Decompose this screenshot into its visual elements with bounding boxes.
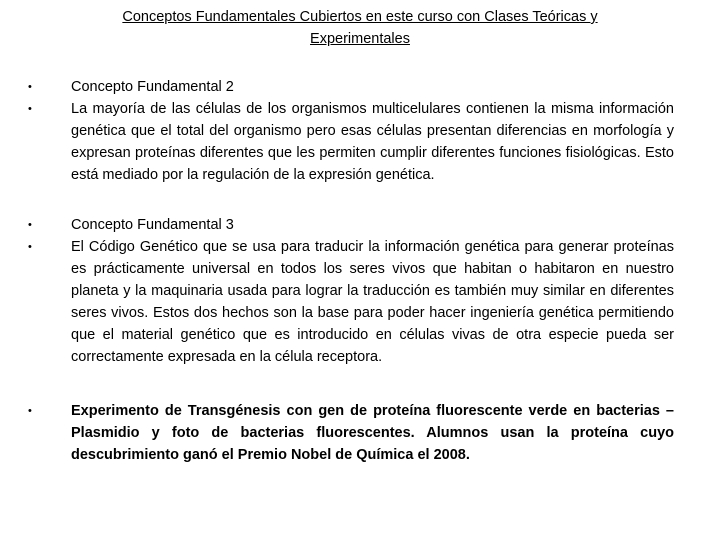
list-item	[28, 400, 674, 466]
bullet-icon: •	[28, 219, 32, 231]
concept-description: La mayoría de las células de los organismos multicelulares contienen la misma información genética que el total del organismo pero esas células presentan diferencias en morfología y expresan proteínas diferentes que les permiten cumplir diferentes funciones fisiológicas. Esto está mediado por la regulación de la expresión genética.	[71, 101, 674, 183]
bullet-icon: •	[28, 405, 32, 417]
bullet-icon: •	[28, 103, 32, 115]
spacer	[28, 368, 674, 400]
list-item	[28, 214, 674, 236]
list-item	[28, 98, 674, 186]
experiment-description: Experimento de Transgénesis con gen de proteína fluorescente verde en bacterias – Plasmidio y foto de bacterias fluorescentes. Alumnos usan la proteína cuyo descubrimiento ganó el Premio Nobel de Química el 2008.	[71, 403, 674, 463]
list-item	[28, 76, 674, 98]
slide-title: Conceptos Fundamentales Cubiertos en este curso con Clases Teóricas y Experimentales	[122, 9, 598, 47]
bullet-icon: •	[28, 81, 32, 93]
bullet-icon: •	[28, 241, 32, 253]
concept-description: El Código Genético que se usa para traducir la información genética para generar proteínas es prácticamente universal en todos los seres vivos que habitan o habitaron en nuestro planeta y la maquinaria usada para lograr la traducción es también muy similar en diferentes seres vivos. Estos dos hechos son la base para poder hacer ingeniería genética permitiendo que el material genético que es introducido en células vivas de otra especie pueda ser correctamente expresada en la célula receptora.	[71, 239, 674, 365]
concept-heading: Concepto Fundamental 2	[71, 79, 234, 95]
spacer	[28, 186, 674, 214]
bullet-list	[28, 76, 674, 466]
concept-heading: Concepto Fundamental 3	[71, 217, 234, 233]
list-item	[28, 236, 674, 368]
